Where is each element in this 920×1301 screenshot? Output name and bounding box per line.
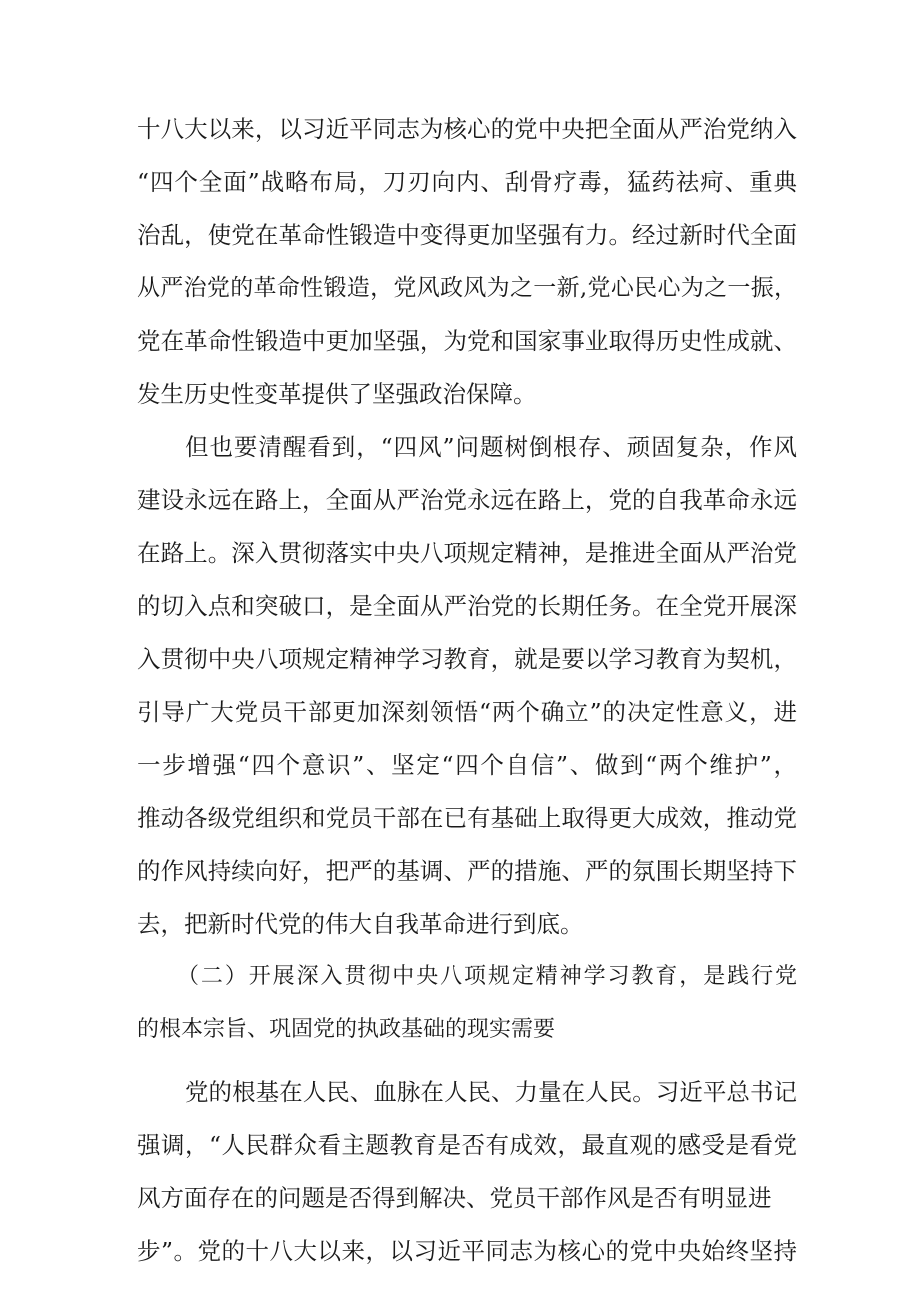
- text-line: 风方面存在的问题是否得到解决、党员干部作风是否有明显进: [137, 1184, 772, 1212]
- text-line: 引导广大党员干部更加深刻领悟“两个确立”的决定性意义，进: [137, 698, 797, 726]
- text-line: 推动各级党组织和党员干部在已有基础上取得更大成效，推动党: [137, 804, 797, 832]
- text-line: 建设永远在路上，全面从严治党永远在路上，党的自我革命永远: [137, 486, 797, 514]
- text-line: 发生历史性变革提供了坚强政治保障。: [137, 380, 537, 408]
- text-line: 治乱，使党在革命性锻造中变得更加坚强有力。经过新时代全面: [137, 221, 797, 249]
- text-line: 党的根基在人民、血脉在人民、力量在人民。习近平总书记: [185, 1078, 797, 1106]
- text-line: 十八大以来，以习近平同志为核心的党中央把全面从严治党纳入: [137, 115, 797, 143]
- text-line: 步”。党的十八大以来，以习近平同志为核心的党中央始终坚持: [137, 1237, 797, 1265]
- heading-line: （二）开展深入贯彻中央八项规定精神学习教育，是践行党: [177, 964, 797, 989]
- text-line: 党在革命性锻造中更加坚强，为党和国家事业取得历史性成就、: [137, 327, 797, 355]
- text-line: 的作风持续向好，把严的基调、严的措施、严的氛围长期坚持下: [137, 857, 797, 885]
- text-line: 一步增强“四个意识”、坚定“四个自信”、做到“两个维护”，: [137, 751, 797, 779]
- text-line: 但也要清醒看到，“四风”问题树倒根存、顽固复杂，作风: [185, 433, 797, 461]
- text-line: 从严治党的革命性锻造，党风政风为之一新,党心民心为之一振，: [137, 275, 797, 301]
- text-line: “四个全面”战略布局，刀刃向内、刮骨疗毒，猛药祛疴、重典: [137, 168, 797, 196]
- heading-line: 的根本宗旨、巩固党的执政基础的现实需要: [137, 1017, 556, 1042]
- text-line: 的切入点和突破口，是全面从严治党的长期任务。在全党开展深: [137, 592, 797, 620]
- text-line: 入贯彻中央八项规定精神学习教育，就是要以学习教育为契机，: [137, 645, 797, 673]
- text-line: 在路上。深入贯彻落实中央八项规定精神，是推进全面从严治党: [137, 539, 797, 567]
- text-line: 去，把新时代党的伟大自我革命进行到底。: [137, 910, 584, 938]
- text-line: 强调，“人民群众看主题教育是否有成效，最直观的感受是看党: [137, 1131, 797, 1159]
